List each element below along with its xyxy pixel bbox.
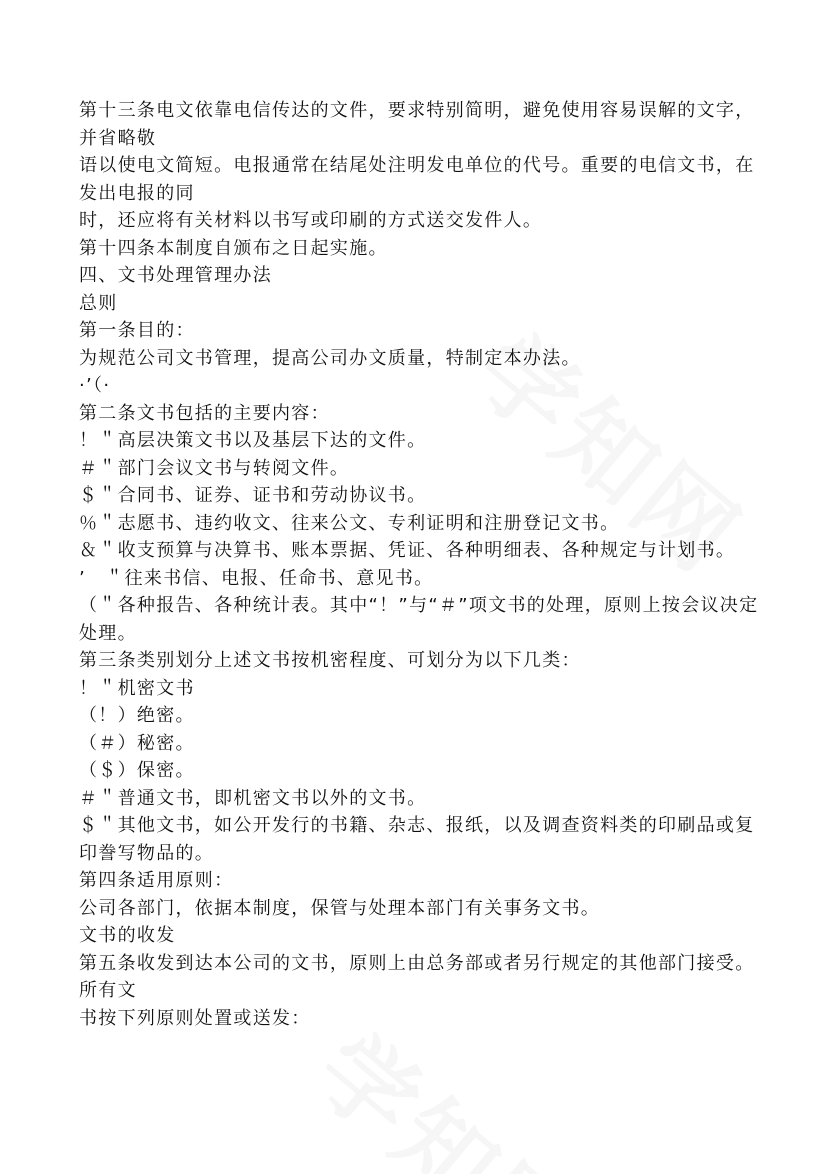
list-item: （＄）保密。 — [79, 760, 195, 781]
paragraph-line: 第五条收发到达本公司的文书，原则上由总务部或者另行规定的其他部门接受。所有文 — [79, 952, 755, 1001]
list-item: （＂各种报告、各种统计表。其中“！”与“＃”项文书的处理，原则上按会议决定处理。 — [79, 595, 759, 644]
paragraph-line: 公司各部门，依据本制度，保管与处理本部门有关事务文书。 — [79, 897, 601, 919]
paragraph-line: 第十四条本制度自颁布之日起实施。 — [79, 237, 388, 259]
paragraph-line: 语以使电文简短。电报通常在结尾处注明发电单位的代号。重要的电信文书，在发出电报的同 — [79, 155, 755, 204]
article-heading: 第四条适用原则： — [79, 870, 234, 891]
list-item: ！＂高层决策文书以及基层下达的文件。 — [79, 430, 427, 451]
article-heading: 第三条类别划分上述文书按机密程度、可划分为以下几类： — [79, 650, 581, 671]
paragraph-line: 书按下列原则处置或送发： — [79, 1007, 311, 1029]
article-heading: 第一条目的： — [79, 320, 195, 341]
list-item: ＆＂收支预算与决算书、账本票据、凭证、各种明细表、各种规定与计划书。 — [79, 540, 736, 561]
list-item: ＃＂部门会议文书与转阅文件。 — [79, 457, 350, 479]
list-item: ！＂机密文书 — [79, 677, 195, 699]
list-item: ’ ＂往来书信、电报、任命书、意见书。 — [79, 567, 434, 589]
paragraph-line: 第十三条电文依靠电信传达的文件，要求特别简明，避免使用容易误解的文字，并省略敬 — [79, 100, 755, 149]
subsection-heading: 总则 — [79, 292, 118, 314]
garbled-line: ·’（· — [79, 375, 111, 396]
subsection-heading: 文书的收发 — [79, 925, 176, 946]
paragraph-line: 为规范公司文书管理，提高公司办文质量，特制定本办法。 — [79, 347, 581, 369]
list-item: ＄＂合同书、证券、证书和劳动协议书。 — [79, 485, 427, 506]
article-heading: 第二条文书包括的主要内容： — [79, 402, 330, 424]
list-item: （！）绝密。 — [79, 705, 195, 726]
list-item: （＃）秘密。 — [79, 732, 195, 754]
section-heading: 四、文书处理管理办法 — [79, 265, 272, 286]
list-item: ＄＂其他文书，如公开发行的书籍、杂志、报纸，以及调查资料类的印刷品或复印誊写物品的。 — [79, 815, 755, 864]
paragraph-line: 时，还应将有关材料以书写或印刷的方式送交发件人。 — [79, 210, 543, 231]
list-item: ＃＂普通文书，即机密文书以外的文书。 — [79, 787, 427, 809]
list-item: ％＂志愿书、违约收文、往来公文、专利证明和注册登记文书。 — [79, 512, 620, 534]
document-body — [79, 97, 769, 1032]
